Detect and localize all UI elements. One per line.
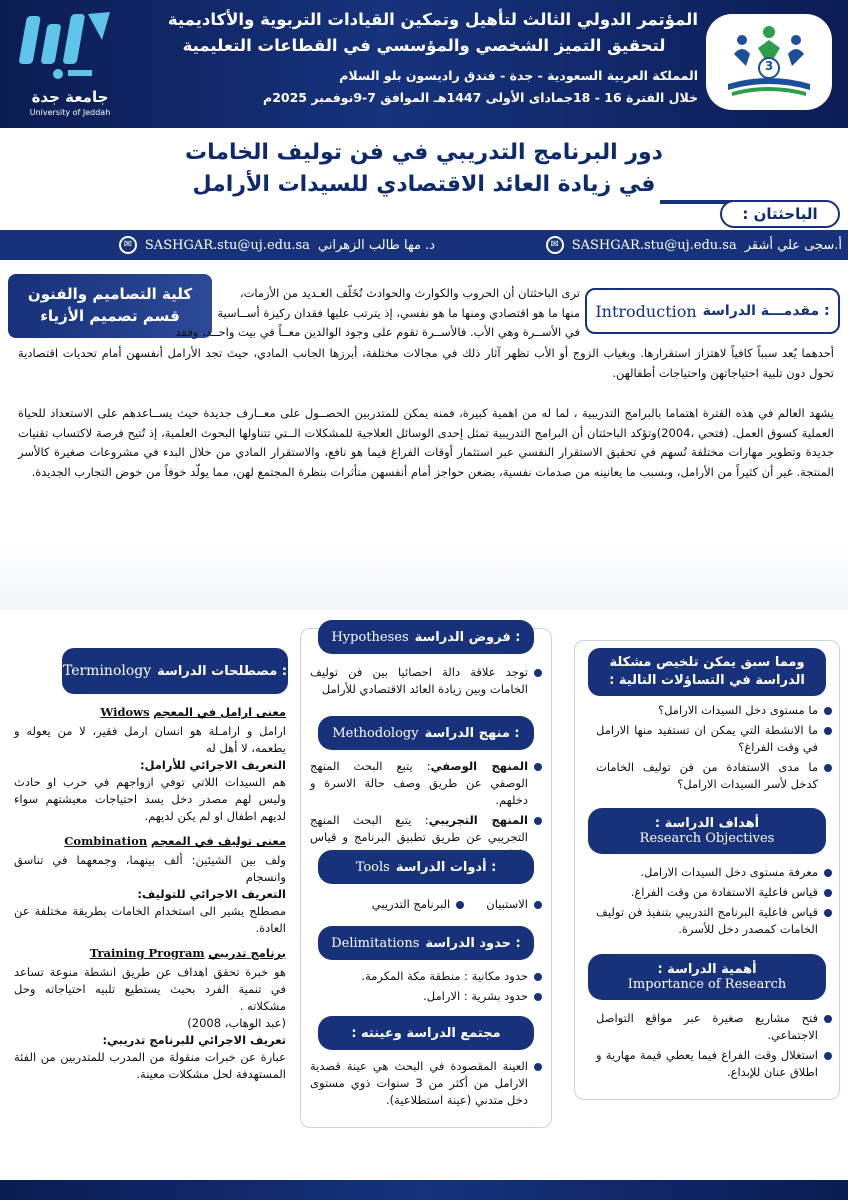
terminology-label-ar: مصطلحات الدراسة : xyxy=(157,663,288,679)
problem-questions xyxy=(596,702,834,796)
researcher-2 xyxy=(10,235,435,255)
footer-bar xyxy=(0,1180,848,1200)
term-operational-title: تعريف الاجرائي للبرنامج تدريبي: xyxy=(102,1033,286,1047)
term-title-en: Widows xyxy=(100,705,150,719)
university-name-en: University of Jeddah xyxy=(29,108,111,117)
list-item: حدود مكانية : منطقة مكة المكرمة. xyxy=(310,968,544,985)
introduction-label-en: Introduction xyxy=(595,301,697,321)
conference-dates: خلال الفترة 16 - 18جماداى الأولى 1447هـ الموافق 7-9نوفمبر 2025م xyxy=(263,90,698,105)
method-desc: : يتبع البحث المنهج الوصفي عن طريق وصف حالة الاسرة و دخلهم. xyxy=(310,759,528,807)
conference-title: المؤتمر الدولي الثالث لتأهيل وتمكين القيادات التربوية والأكاديمية xyxy=(167,10,698,29)
college-name: كلية التصاميم والفنون xyxy=(27,285,193,303)
researcher-1-email[interactable]: SASHGAR.stu@uj.edu.sa xyxy=(571,237,737,253)
list-item: استغلال وقت الفراغ فيما يعطي قيمة مهارية و اطلاق عنان للإبداع. xyxy=(596,1047,834,1081)
method-desc: : يتبع البحث المنهج التجريبي عن طريق تطبيق البرنامج و قياس xyxy=(310,813,528,844)
list-item: العينة المقصودة في البحث هي عينة قصدية الارامل من أكثر من 3 سنوات ذوي مستوى دخل متدني (عينة استطلاعية). xyxy=(310,1058,544,1109)
term-title-ar: معنى توليف في المعجم xyxy=(150,834,286,848)
list-item: ما الانشطة التي يمكن ان تستفيد منها الارامل في وقت الفراغ؟ xyxy=(596,722,834,756)
problem-title: ومما سبق يمكن تلخيص مشكلة الدراسة في التساؤلات التالية : xyxy=(609,655,805,688)
researcher-1 xyxy=(442,235,842,255)
term-operational-definition: مصطلح يشير الى استخدام الخامات بطريقة مختلفة عن العادة. xyxy=(14,904,286,935)
email-icon: ✉ xyxy=(546,236,564,254)
methodology-label-ar: منهج الدراسة : xyxy=(424,725,520,741)
objectives-list xyxy=(596,864,834,941)
conference-location: المملكة العربية السعودية - جدة - فندق راديسون بلو السلام xyxy=(339,68,698,83)
hypotheses-label-ar: فروض الدراسة : xyxy=(414,629,521,645)
researcher-1-name: أ.سجى علي أشقر xyxy=(744,237,842,253)
term-reference: (عبد الوهاب، 2008) xyxy=(187,1016,286,1030)
intro-line: في الأســرة وهي الأب. فالأســرة تقوم على وجود الوالدين معــاً في بيت واحــد، وفقد xyxy=(175,325,580,339)
delimitations-label-en: Delimitations xyxy=(331,935,420,951)
widows-heading xyxy=(14,704,286,721)
objectives-label xyxy=(588,808,826,854)
list-item: توجد علاقة دالة احصائيا بين فن توليف الخامات وبين زيادة العائد الاقتصادي للأرامل xyxy=(310,664,544,698)
researcher-2-email[interactable]: SASHGAR.stu@uj.edu.sa xyxy=(144,237,310,253)
conference-number: 3 xyxy=(764,59,774,73)
hypotheses-label-en: Hypotheses xyxy=(331,629,409,645)
sample-label-ar: مجتمع الدراسة وعينته : xyxy=(351,1025,501,1041)
list-item: البرنامج التدريبي xyxy=(372,896,466,913)
delimitations-label-ar: حدود الدراسة : xyxy=(425,935,521,951)
term-definition: ارامل و ارامـلة هو انسان ارمل فقير، لا من يعوله و يطعمه، لا أهل له xyxy=(14,724,286,755)
importance-label xyxy=(588,954,826,1000)
introduction-label-ar: مقدمـــة الدراسة : xyxy=(702,303,830,319)
intro-line: منها ما هو اقتصادي ومنها ما هو نفسي، إذ يترتب عليها فقدان ركيزة أســاسية xyxy=(217,305,580,320)
sample-text xyxy=(310,1058,544,1112)
term-title-en: Training Program xyxy=(89,946,205,960)
terminology-label xyxy=(62,648,288,694)
researchers-bar xyxy=(0,230,848,260)
conference-header xyxy=(0,0,848,128)
university-logo xyxy=(18,10,118,84)
importance-list xyxy=(596,1010,834,1084)
researchers-label: الباحثتان : xyxy=(742,205,818,223)
tools-list xyxy=(310,896,544,916)
objectives-label-en: Research Objectives xyxy=(639,831,775,846)
list-item: معرفة مستوى دخل السيدات الارامل. xyxy=(596,864,834,881)
list-item: الاستبيان xyxy=(486,896,544,913)
introduction-lead xyxy=(175,284,580,343)
term-definition: هو خبرة تحقق اهداف عن طريق انشطة منوعة تساعد في تنمية الفرد بحيث يستطيع تلبيه احتياجاته وحل مشكلاته . xyxy=(14,965,286,1013)
email-icon: ✉ xyxy=(119,236,137,254)
term-title-en: Combination xyxy=(64,834,148,848)
objectives-label-ar: أهداف الدراسة : xyxy=(654,816,760,831)
delimitations-list xyxy=(310,968,544,1008)
tools-label-ar: أدوات الدراسة : xyxy=(395,859,497,875)
list-item: فتح مشاريع صغيرة عبر مواقع التواصل الاجتماعي. xyxy=(596,1010,834,1044)
conference-subtitle: لتحقيق التميز الشخصي والمؤسسي في القطاعات التعليمية xyxy=(182,36,666,55)
methodology-label-en: Methodology xyxy=(332,725,419,741)
term-operational-definition: عبارة عن خبرات منقولة من المدرب للمتدربين من الفئة المستهدفة لحل مشكلات معينة. xyxy=(14,1050,286,1081)
introduction-label xyxy=(585,288,840,334)
methodology-label xyxy=(318,716,534,750)
research-title-line1: دور البرنامج التدريبي في فن توليف الخامات xyxy=(185,140,663,165)
problem-label xyxy=(588,648,826,696)
importance-label-ar: أهمية الدراسة : xyxy=(657,962,757,977)
delimitations-label xyxy=(318,926,534,960)
term-definition: ولف بين الشيئين: ألف بينهما، وجمعهما في تناسق وانسجام xyxy=(14,853,286,884)
terminology-label-en: Terminology xyxy=(62,663,152,679)
method-name: المنهج الوصفي xyxy=(430,759,529,773)
list-item: ما مستوى دخل السيدات الارامل؟ xyxy=(596,702,834,719)
list-item: حدود بشرية : الارامل. xyxy=(310,988,544,1005)
introduction-paragraph-2: يشهد العالم في هذه الفترة اهتماما بالبرامج التدريبية ، لما له من اهمية كبيرة، فمنه يمكن للمتدربين الحصــول على معــارف جديدة حيث يســاعدهم على الاستعداد للحياة العملية كسوق العمل. (فتحي ،2004)وتؤكد الباحثتان أن البرامج التدريبية تمثل إحدى الوسائل العلاجية للمشكلات الــتي تتناولها البحوث العلمية، إذ تُتيح فرصة لاكتساب تقنيات جديدة وتطوير مهارات مختلفة تُسهم في تحقيق الاستقرار النفسي عبر استثمار أوقات الفراغ فيما هو نافع، والاستقرار المادي من خلال البدء في مشروعات صغيرة كالأسر المنتجة. غير أن كثيراً من الأرامل، وبسبب ما يعانينه من صدمات نفسية، يضعن حواجز أمام أنفسهن متأثرات بنظرة المجتمع لهن، مما يولّد خوفاً من خوض التجارب الجديدة. xyxy=(18,406,834,479)
training-program-heading xyxy=(14,945,286,962)
research-title-line2: في زيادة العائد الاقتصادي للسيدات الأرامل xyxy=(192,172,656,197)
tools-label-en: Tools xyxy=(355,859,390,875)
term-operational-title: التعريف الاجرائي للتوليف: xyxy=(137,887,286,901)
list-item: قياس فاعلية الاستفادة من وقت الفراغ. xyxy=(596,884,834,901)
conference-logo xyxy=(706,14,832,110)
hypotheses-text xyxy=(310,664,544,701)
list-item: قياس فاعلية البرنامج التدريبي بتنفيذ فن توليف الخامات كمصدر دخل للأسرة. xyxy=(596,904,834,938)
sample-label xyxy=(318,1016,534,1050)
terminology-content xyxy=(14,704,286,1083)
tools-label xyxy=(318,850,534,884)
combination-heading xyxy=(14,833,286,850)
term-title-ar: معنى ارامل في المعجم xyxy=(153,705,286,719)
hypotheses-label xyxy=(318,620,534,654)
researchers-label-box xyxy=(720,200,840,228)
importance-label-en: Importance of Research xyxy=(627,977,787,992)
intro-line: ترى الباحثتان أن الحروب والكوارث والحوادث تُخَلّف العـديد من الأزمات، xyxy=(239,286,580,300)
list-item: ما مدى الاستفادة من فن توليف الخامات كدخل لأسر السيدات الارامل؟ xyxy=(596,759,834,793)
researcher-2-name: د. مها طالب الزهراني xyxy=(317,237,435,253)
term-operational-title: التعريف الاجرائي للأرامل: xyxy=(139,758,286,772)
introduction-paragraph-1: أحدهما يُعد سبباً كافياً لاهتزاز استقرارها. وبغياب الزوج أو الأب تظهر آثار ذلك في مجالات مختلفة، أبرزها الجانب المادي، حيث تجد الأرامل أنفسهن أمام تحديات اقتصادية تحول دون تلبية احتياجاتهن واحتياجات أطفالهن. xyxy=(18,346,834,380)
university-name-ar: جامعة جدة xyxy=(31,88,109,106)
term-title-ar: برنامج تدريبي xyxy=(208,946,286,960)
list-item xyxy=(310,758,544,809)
decorative-band xyxy=(0,540,848,610)
method-name: المنهج التجريبي xyxy=(428,813,528,827)
department-name: قسم تصميم الأزياء xyxy=(40,307,180,325)
term-operational-definition: هم السيدات اللاتي توفي ازواجهم في حرب او حادث وليس لهم مصدر دخل يسد احتياجات معيشتهم سواء لديهم اطفال او لم يكن لديهم. xyxy=(14,775,286,823)
